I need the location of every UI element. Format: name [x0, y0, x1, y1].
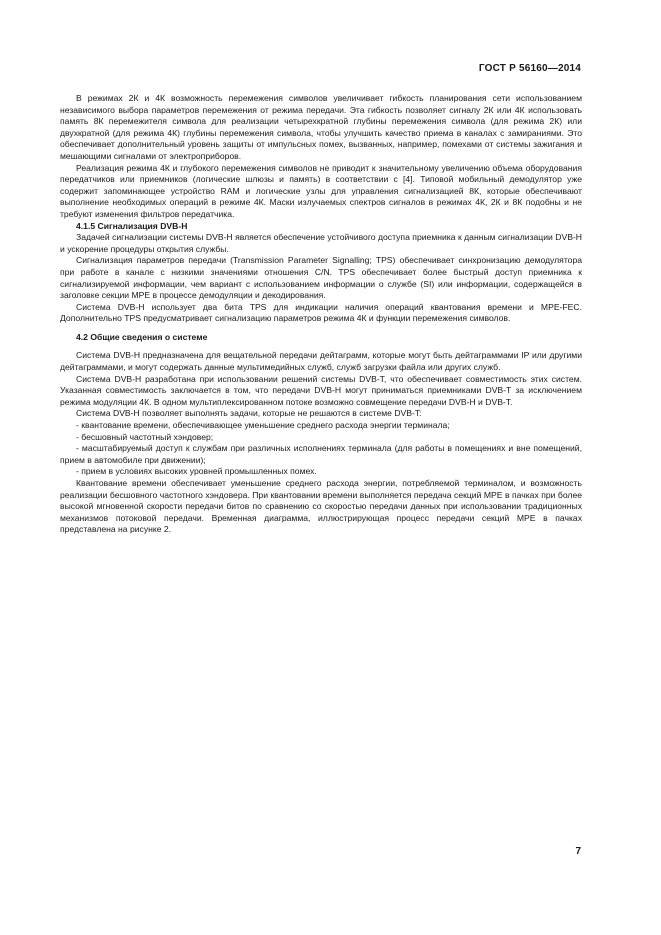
paragraph: В режимах 2К и 4К возможность перемежения символов увеличивает гибкость планирования сети использованием независимого выбора параметров перемежения от режима передачи. Эта гибкость позволяет сигналу 2К или 4К использовать память 8К перемежителя символа для реализации четырехкратной глубины перемежения символа (для режима 2К) или двухкратной (для режима 4К) глубины перемежения символа, чтобы улучшить качество приема в каналах с замираниями. Это обеспечивает дополнительный уровень защиты от импульсных помех, вызванных, например, помехами от системы зажигания и мешающими сигналами от электроприборов.: [60, 93, 582, 161]
list-item: - прием в условиях высоких уровней промышленных помех.: [76, 466, 317, 477]
section-heading: 4.2 Общие сведения о системе: [76, 331, 208, 342]
list-item: - масштабируемый доступ к службам при различных исполнениях терминала (для работы в помещениях и вне помещений, прием в автомобиле при движении);: [60, 443, 582, 465]
document-body: [60, 93, 582, 536]
list-item: - бесшовный частотный хэндовер;: [76, 431, 214, 442]
paragraph: Система DVB-H использует два бита TPS для индикации наличия операций квантования времени и MPE-FEC. Дополнительно TPS предусматривает сигнализацию параметров режима 4К и функции перемежения символов.: [60, 301, 582, 324]
paragraph: Система DVB-H предназначена для вещательной передачи дейтаграмм, которые могут быть дейтаграммами IP или другими дейтаграммами, и могут содержать данные мультимедийных служб, служб загрузки файла или других служб.: [60, 350, 582, 373]
paragraph: Система DVB-H разработана при использовании решений системы DVB-T, что обеспечивает совместимость этих систем. Указанная совместимость заключается в том, что передачи DVB-H могут приниматься приемниками DVB-T за исключением режима модуляции 4К. В одном мультиплексированном потоке возможно совмещение передачи DVB-H и DVB-T.: [60, 373, 582, 407]
paragraph: Задачей сигнализации системы DVB-H является обеспечение устойчивого доступа приемника к данным сигнализации DVB-H и ускорение процедуры открытия службы.: [60, 232, 582, 254]
paragraph: Сигнализация параметров передачи (Transmission Parameter Signalling; TPS) обеспечивает синхронизацию демодулятора при работе в канале с низкими значениями отношения С/N. TPS обеспечивает более быстрый доступ приемника к сигнализируемой информации, чем вариант с использованием информации о службе (SI) или информации, содержащейся в заголовке секции МРЕ в процессе демодуляции и декодирования.: [60, 255, 582, 301]
paragraph: Система DVB-H позволяет выполнять задачи, которые не решаются в системе DVB-T:: [76, 408, 422, 419]
paragraph: Квантование времени обеспечивает уменьшение среднего расхода энергии, потребляемой терминалом, и возможность реализации бесшовного частотного хэндовера. При квантовании времени выполняется передача секций МРЕ в пачках при более высокой мгновенной скорости передачи битов по сравнению со скоростью передачи данных при использовании традиционных механизмов потоковой передачи. Временная диаграмма, иллюстрирующая процесс передачи секций МРЕ в пачках представлена на рисунке 2.: [60, 478, 582, 535]
paragraph: Реализация режима 4К и глубокого перемежения символов не приводит к значительному увеличению объема оборудования передатчиков или приемников (логические шлюзы и память) в соответствии с [4]. Типовой мобильный демодулятор уже содержит запоминающее устройство RAM и логические узлы для управления сигнализацией 8К, которые обеспечивают выполнение необходимых операций в режиме 4К. Маски излучаемых спектров сигналов в режимах 4К, 2К и 8К подобны и не требуют изменения фильтров передатчика.: [60, 162, 582, 219]
section-heading: 4.1.5 Сигнализация DVB-H: [76, 220, 188, 231]
list-item: - квантование времени, обеспечивающее уменьшение среднего расхода энергии терминала;: [76, 420, 450, 431]
document-header: ГОСТ Р 56160—2014: [478, 63, 581, 74]
page-number: 7: [575, 846, 581, 857]
